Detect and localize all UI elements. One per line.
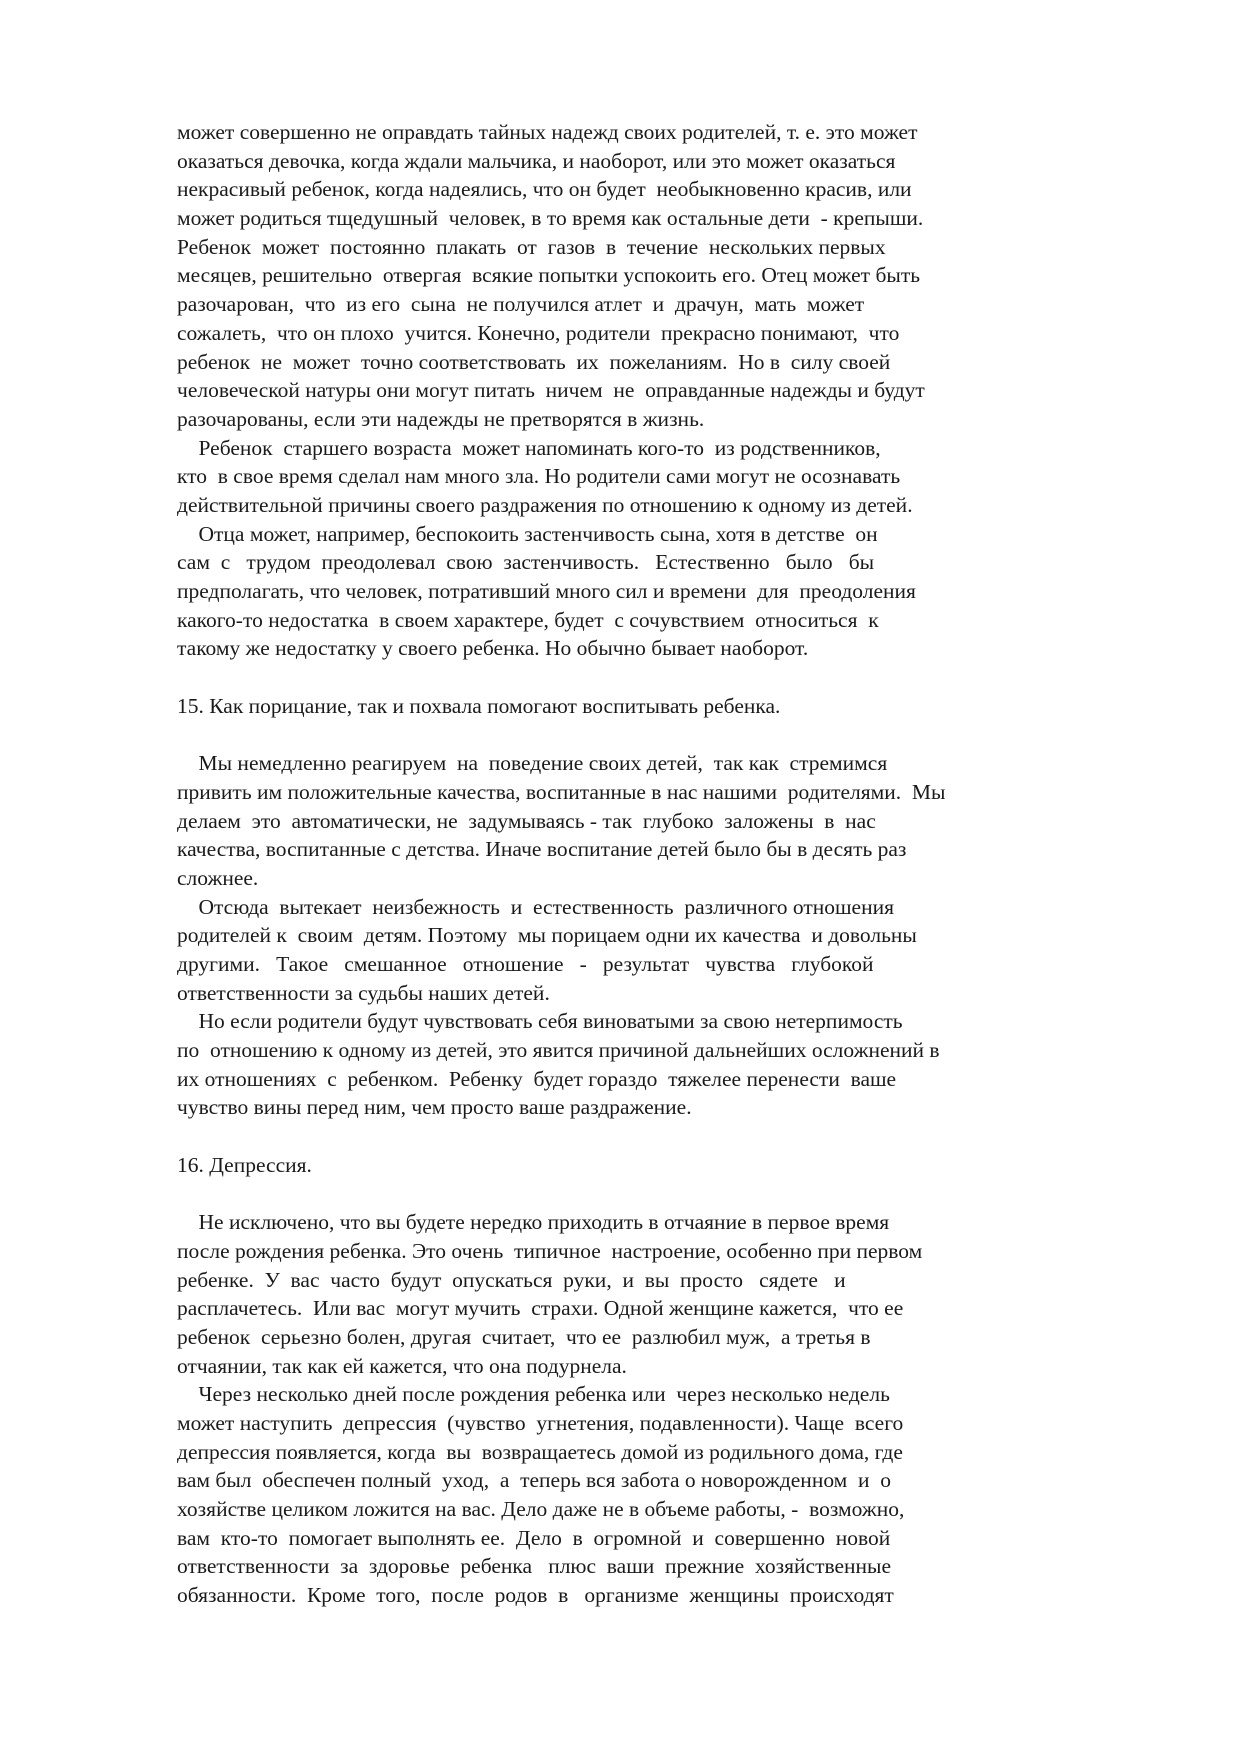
document-body — [177, 118, 1077, 1610]
text-line: сожалеть, что он плохо учится. Конечно, родители прекрасно понимают, что — [177, 320, 900, 345]
section-heading-15: 15. Как порицание, так и похвала помогают воспитывать ребенка. — [177, 693, 781, 718]
text-line: Ребенок может постоянно плакать от газов в течение нескольких первых — [177, 234, 886, 259]
text-line: разочарованы, если эти надежды не претворятся в жизнь. — [177, 406, 705, 431]
blank-line — [177, 720, 1077, 749]
text-line: Ребенок старшего возраста может напоминать кого-то из родственников, — [177, 435, 881, 460]
text-line: какого-то недостатка в своем характере, будет с сочувствием относиться к — [177, 607, 879, 632]
section-heading-16: 16. Депрессия. — [177, 1152, 312, 1177]
text-line: делаем это автоматически, не задумываясь - так глубоко заложены в нас — [177, 808, 876, 833]
text-line: некрасивый ребенок, когда надеялись, что он будет необыкновенно красив, или — [177, 177, 912, 202]
text-line: может родиться тщедушный человек, в то время как остальные дети - крепыши. — [177, 206, 924, 231]
text-line: предполагать, что человек, потративший много сил и времени для преодоления — [177, 579, 916, 603]
text-line: такому же недостатку у своего ребенка. Но обычно бывает наоборот. — [177, 636, 809, 661]
text-line: ребенок не может точно соответствовать их пожеланиям. Но в силу своей — [177, 349, 891, 374]
paragraph-block-2 — [177, 749, 1077, 1122]
text-line: оказаться девочка, когда ждали мальчика, и наоборот, или это может оказаться — [177, 148, 896, 173]
text-line: после рождения ребенка. Это очень типичное настроение, особенно при первом — [177, 1238, 923, 1263]
text-line: Не исключено, что вы будете нередко приходить в отчаяние в первое время — [177, 1210, 890, 1235]
text-line: человеческой натуры они могут питать ничем не оправданные надежды и будут — [177, 378, 925, 403]
text-line: Мы немедленно реагируем на поведение своих детей, так как стремимся — [177, 751, 888, 776]
text-line: вам был обеспечен полный уход, а теперь вся забота о новорожденном и о — [177, 1468, 892, 1493]
blank-line — [177, 663, 1077, 692]
text-line: их отношениях с ребенком. Ребенку будет гораздо тяжелее перенести ваше — [177, 1066, 897, 1091]
text-line: другими. Такое смешанное отношение - результат чувства глубокой — [177, 951, 874, 976]
paragraph-block-3 — [177, 1208, 1077, 1610]
text-line: сложнее. — [177, 865, 259, 890]
text-line: кто в свое время сделал нам много зла. Но родители сами могут не осознавать — [177, 464, 901, 489]
text-line: обязанности. Кроме того, после родов в организме женщины происходят — [177, 1583, 894, 1608]
text-line: депрессия появляется, когда вы возвращаетесь домой из родильного дома, где — [177, 1439, 903, 1464]
text-line: ребенке. У вас часто будут опускаться руки, и вы просто сядете и — [177, 1267, 846, 1292]
text-line: может наступить депрессия (чувство угнетения, подавленности). Чаще всего — [177, 1410, 904, 1435]
blank-line — [177, 1179, 1077, 1208]
text-line: качества, воспитанные с детства. Иначе воспитание детей было бы в десять раз — [177, 837, 907, 862]
text-line: Через несколько дней после рождения ребенка или через несколько недель — [177, 1382, 890, 1407]
text-line: Но если родители будут чувствовать себя виноватыми за свою нетерпимость — [177, 1009, 903, 1034]
text-line: по отношению к одному из детей, это явится причиной дальнейших осложнений в — [177, 1038, 940, 1062]
paragraph-block-1 — [177, 118, 1077, 663]
text-line: Отсюда вытекает неизбежность и естественность различного отношения — [177, 894, 894, 919]
text-line: хозяйстве целиком ложится на вас. Дело даже не в объеме работы, - возможно, — [177, 1497, 905, 1521]
text-line: действительной причины своего раздражения по отношению к одному из детей. — [177, 492, 913, 517]
text-line: отчаянии, так как ей кажется, что она подурнела. — [177, 1353, 627, 1378]
text-line: родителей к своим детям. Поэтому мы порицаем одни их качества и довольны — [177, 923, 917, 948]
text-line: Отца может, например, беспокоить застенчивость сына, хотя в детстве он — [177, 521, 878, 546]
text-line: привить им положительные качества, воспитанные в нас нашими родителями. Мы — [177, 779, 946, 804]
text-line: ответственности за здоровье ребенка плюс ваши прежние хозяйственные — [177, 1554, 892, 1579]
text-line: ответственности за судьбы наших детей. — [177, 980, 550, 1005]
text-line: чувство вины перед ним, чем просто ваше раздражение. — [177, 1095, 692, 1120]
text-line: расплачетесь. Или вас могут мучить страхи. Одной женщине кажется, что ее — [177, 1296, 904, 1321]
text-line: месяцев, решительно отвергая всякие попытки успокоить его. Отец может быть — [177, 263, 921, 288]
text-line: может совершенно не оправдать тайных надежд своих родителей, т. е. это может — [177, 120, 918, 144]
text-line: вам кто-то помогает выполнять ее. Дело в огромной и совершенно новой — [177, 1525, 891, 1550]
text-line: ребенок серьезно болен, другая считает, что ее разлюбил муж, а третья в — [177, 1324, 871, 1349]
blank-line — [177, 1122, 1077, 1151]
text-line: разочарован, что из его сына не получился атлет и драчун, мать может — [177, 292, 865, 317]
text-line: сам с трудом преодолевал свою застенчивость. Естественно было бы — [177, 550, 875, 575]
